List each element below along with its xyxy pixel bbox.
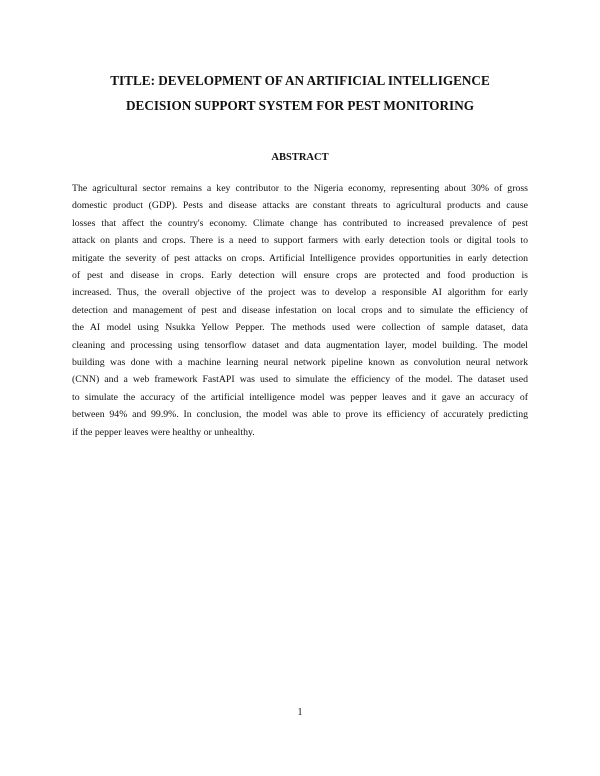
title-line: DECISION SUPPORT SYSTEM FOR PEST MONITORING [126,98,474,113]
abstract-line: The agricultural sector remains a key contributor to the Nigeria economy, representing about 30% of gross [72,183,528,194]
abstract-body [72,180,528,441]
title-line: TITLE: DEVELOPMENT OF AN ARTIFICIAL INTELLIGENCE [110,73,490,88]
abstract-line: if the pepper leaves were healthy or unhealthy. [72,426,255,438]
abstract-line: the AI model using Nsukka Yellow Pepper. The methods used were collection of sample dataset, data [72,322,528,334]
abstract-line: building was done with a machine learning neural network pipeline known as convolution neural network [72,357,528,369]
page-number: 1 [297,707,303,718]
abstract-line: domestic product (GDP). Pests and disease attacks are constant threats to agricultural products and cause [72,200,528,212]
abstract-line: mitigate the severity of pest attacks on crops. Artificial Intelligence provides opportunities in early detection [72,252,528,264]
abstract-heading: ABSTRACT [271,152,329,163]
abstract-line: attack on plants and crops. There is a need to support farmers with early detection tools or digital tools to [72,235,528,247]
abstract-line: cleaning and processing using tensorflow dataset and data augmentation layer, model building. The model [72,339,528,351]
abstract-line: to simulate the accuracy of the artificial intelligence model was pepper leaves and it gave an accuracy of [72,391,528,403]
abstract-line: increased. Thus, the overall objective of the project was to develop a responsible AI algorithm for early [72,287,528,299]
abstract-line: (CNN) and a web framework FastAPI was used to simulate the efficiency of the model. The dataset used [72,374,528,386]
document-title [60,68,540,118]
abstract-line: detection and management of pest and disease infestation on local crops and to simulate the efficiency of [72,304,528,316]
abstract-line: between 94% and 99.9%. In conclusion, the model was able to prove its efficiency of accurately predicting [72,409,528,421]
abstract-line: of pest and disease in crops. Early detection will ensure crops are protected and food production is [72,270,528,282]
abstract-line: losses that affect the country's economy. Climate change has contributed to increased prevalence of pest [72,217,528,229]
